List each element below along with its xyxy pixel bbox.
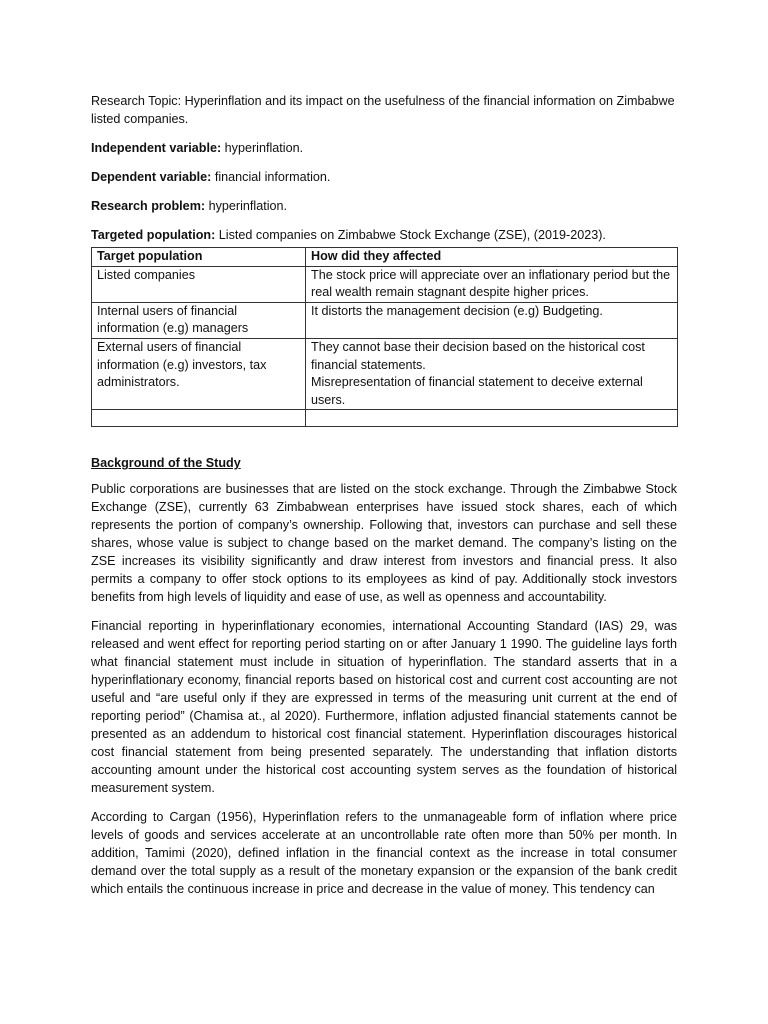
table-cell: Internal users of financial information (e.g) managers [92,302,306,338]
cell-line: Misrepresentation of financial statement to deceive external users. [311,375,643,407]
table-row [92,266,678,302]
field-label: Research problem: [91,199,206,213]
table-cell [92,410,306,427]
independent-variable [91,139,677,157]
dependent-variable [91,168,677,186]
research-problem [91,197,677,215]
table-cell: Listed companies [92,266,306,302]
cell-line: They cannot base their decision based on the historical cost financial statements. [311,339,645,372]
target-population-table [91,247,678,427]
research-topic: Research Topic: Hyperinflation and its impact on the usefulness of the financial information on Zimbabwe listed companies. [91,94,675,126]
body-paragraph: Financial reporting in hyperinflationary economies, international Accounting Standard (IAS) 29, was released and went effect for reporting period starting on or after January 1 1990. The guideline lays forth what financial statement must include in situation of hyperinflation. The standard asserts that in a hyperinflationary economy, financial reports based on historical cost and current cost accounting are not useful and “are useful only if they are expressed in terms of the measuring unit current at the end of reporting period” (Chamisa at., al 2020). Furthermore, inflation adjusted financial statements cannot be presented as an addendum to historical cost financial statement. Hyperinflation discourages historical cost financial statement from being presented separately. The understanding that inflation distorts accounting amount under the historical cost accounting system serves as the foundation of historical measurement system. [91,619,677,796]
cell-line: It distorts the management decision (e.g) Budgeting. [311,303,603,318]
table-header-cell: How did they affected [306,248,678,267]
table-header-row [92,248,678,267]
field-label: Independent variable: [91,141,222,155]
field-value: hyperinflation. [205,199,288,213]
field-label: Dependent variable: [91,170,212,184]
table-cell [306,302,678,338]
section-heading: Background of the Study [91,456,241,471]
field-value: financial information. [211,170,331,184]
table-header-cell: Target population [92,248,306,267]
body-paragraph: According to Cargan (1956), Hyperinflation refers to the unmanageable form of inflation where price levels of goods and services accelerate at an uncontrollable rate often more than 50% per month. In addition, Tamimi (2020), defined inflation in the financial context as the increase in total consumer demand over the total supply as a result of the monetary expansion or the expansion of the bank credit which entails the continuous increase in price and decrease in the value of money. This tendency can [91,810,677,897]
table-row [92,302,678,338]
document-page [91,92,677,909]
targeted-population [91,226,677,244]
field-label: Targeted population: [91,228,216,242]
cell-line: The stock price will appreciate over an inflationary period but the real wealth remain stagnant despite higher prices. [311,267,671,300]
table-cell [306,410,678,427]
field-value: Listed companies on Zimbabwe Stock Exchange (ZSE), (2019-2023). [215,228,606,242]
table-cell [306,266,678,302]
table-cell [306,338,678,409]
table-row [92,410,678,427]
body-paragraph: Public corporations are businesses that are listed on the stock exchange. Through the Zimbabwe Stock Exchange (ZSE), currently 63 Zimbabwean enterprises have issued stock shares, each of which represents the portion of company’s ownership. Following that, investors can purchase and sell these shares, whose value is subject to change based on the market demand. The company’s listing on the ZSE increases its visibility significantly and draw interest from investors and financial press. It also permits a company to offer stock options to its employees as kind of pay. Additionally stock investors benefits from high levels of liquidity and ease of use, as well as openness and accountability. [91,482,677,605]
table-cell: External users of financial information (e.g) investors, tax administrators. [92,338,306,409]
table-row [92,338,678,409]
field-value: hyperinflation. [221,141,304,155]
